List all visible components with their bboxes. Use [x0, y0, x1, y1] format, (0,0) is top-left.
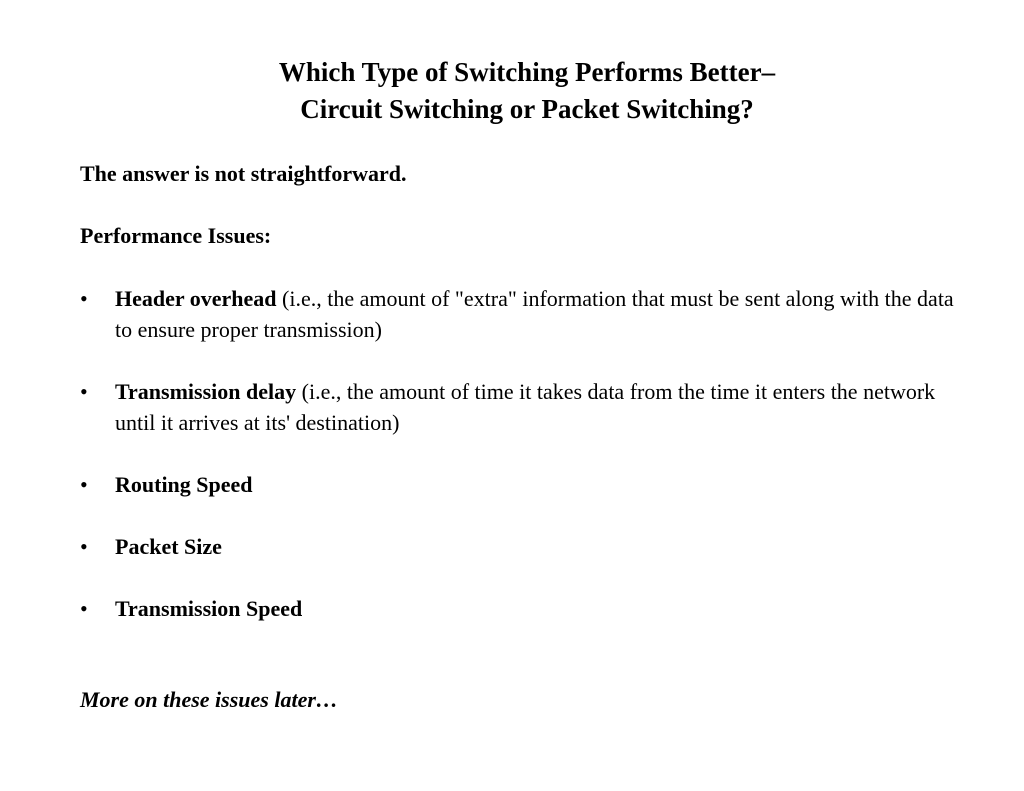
bullet-text: [115, 283, 975, 345]
bullet-text: [115, 376, 975, 438]
bullet-text: [115, 469, 975, 500]
slide-title: [0, 54, 1024, 128]
bullet-term: Header overhead: [115, 286, 277, 311]
section-heading: Performance Issues:: [80, 223, 272, 248]
bullet-description: (i.e., the amount of time it takes data from the time it enters the network until it arrives at its' destination): [115, 379, 936, 435]
bullet-glyph: •: [80, 534, 88, 559]
bullet-glyph: •: [80, 286, 88, 311]
bullet-glyph: •: [80, 596, 88, 621]
bullet-glyph: •: [80, 379, 88, 404]
closing-note: More on these issues later…: [80, 687, 338, 712]
bullet-term: Routing Speed: [115, 472, 253, 497]
title-line-2: Circuit Switching or Packet Switching?: [300, 94, 754, 124]
bullet-term: Packet Size: [115, 534, 222, 559]
bullet-glyph: •: [80, 472, 88, 497]
intro-statement: The answer is not straightforward.: [80, 161, 407, 186]
bullet-description: (i.e., the amount of "extra" information that must be sent along with the data to ensure proper transmission): [115, 286, 954, 342]
bullet-term: Transmission Speed: [115, 596, 303, 621]
bullet-term: Transmission delay: [115, 379, 297, 404]
bullet-text: [115, 593, 975, 624]
bullet-text: [115, 531, 975, 562]
title-line-1: Which Type of Switching Performs Better–: [278, 57, 776, 87]
